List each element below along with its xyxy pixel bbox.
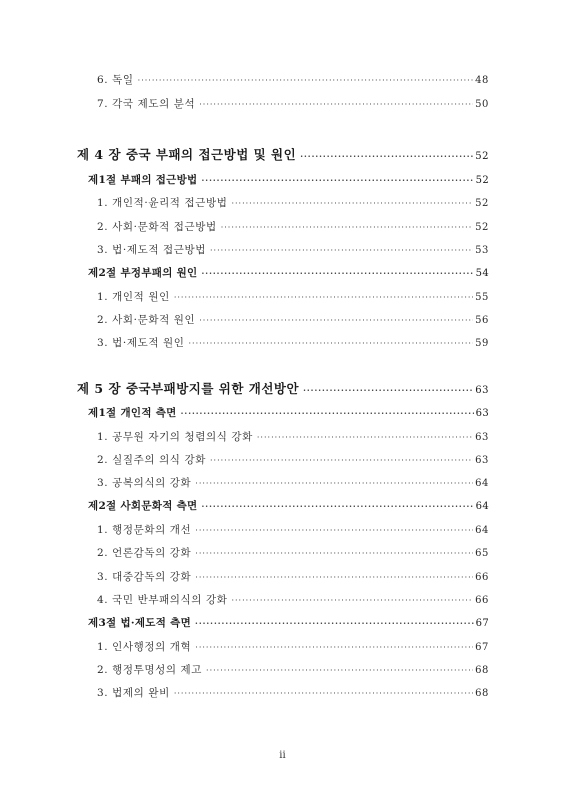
- toc-entry-label: 제1절 개인적 측면: [88, 407, 177, 419]
- toc-entry-label: 4. 국민 반부패의식의 강화: [97, 594, 228, 606]
- toc-entry-label: 1. 행정문화의 개선: [97, 524, 192, 536]
- toc-entry-label: 제1절 부패의 접근방법: [88, 174, 198, 186]
- toc-entry: [97, 242, 489, 257]
- toc-entry-page: 52: [475, 222, 489, 233]
- dot-leader: [199, 316, 473, 325]
- page-number: ii: [279, 750, 286, 761]
- toc-entry-analysis: [97, 96, 489, 111]
- toc-entry-page: 64: [475, 501, 489, 512]
- toc-entry-page: 48: [475, 75, 489, 86]
- toc-entry-page: 52: [475, 175, 489, 186]
- dot-leader: [181, 408, 474, 418]
- toc-entry-page: 55: [475, 292, 489, 303]
- toc-entry: [97, 662, 489, 677]
- toc-entry: [97, 545, 489, 560]
- toc-entry-page: 67: [475, 642, 489, 653]
- toc-entry: [97, 312, 489, 327]
- toc-entry-page: 68: [475, 665, 489, 676]
- toc-entry: [97, 685, 489, 700]
- toc-entry-page: 68: [475, 688, 489, 699]
- toc-entry-label: 3. 대중감독의 강화: [97, 571, 192, 583]
- toc-entry-page: 63: [475, 385, 489, 396]
- dot-leader: [210, 456, 473, 465]
- dot-leader: [189, 339, 474, 348]
- dot-leader: [303, 385, 473, 395]
- toc-entry-label: 3. 법·제도적 접근방법: [97, 244, 206, 256]
- toc-entry-label: 1. 인사행정의 개혁: [97, 641, 192, 653]
- dot-leader: [195, 479, 473, 488]
- dot-leader: [138, 76, 473, 85]
- toc-entry-page: 53: [475, 245, 489, 256]
- toc-entry: [97, 569, 489, 584]
- dot-leader: [195, 618, 474, 628]
- dot-leader: [195, 549, 473, 558]
- toc-entry-label: 3. 법제의 완비: [97, 687, 170, 699]
- dot-leader: [221, 223, 473, 232]
- toc-entry-label: 2. 행정투명성의 제고: [97, 664, 203, 676]
- toc-entry-label: 제2절 사회문화적 측면: [88, 500, 198, 512]
- toc-entry-label: 1. 개인적·윤리적 접근방법: [97, 197, 228, 209]
- toc-entry-page: 52: [475, 151, 489, 162]
- toc-entry-page: 50: [475, 99, 489, 110]
- dot-leader: [206, 666, 473, 675]
- toc-section: [88, 498, 489, 513]
- toc-entry: [97, 639, 489, 654]
- toc-entry: [97, 522, 489, 537]
- toc-entry-page: 63: [475, 455, 489, 466]
- toc-entry: [97, 452, 489, 467]
- dot-leader: [210, 246, 473, 255]
- toc-entry-page: 54: [475, 268, 489, 279]
- toc-entry-label: 2. 언론감독의 강화: [97, 547, 192, 559]
- toc-entry-label: 1. 공무원 자기의 청렴의식 강화: [97, 431, 253, 443]
- dot-leader: [202, 268, 474, 278]
- toc-section: [88, 265, 489, 280]
- toc-section: [88, 405, 489, 420]
- toc-entry-page: 63: [475, 432, 489, 443]
- dot-leader: [174, 689, 473, 698]
- toc-section: [88, 615, 489, 630]
- toc-entry-page: 67: [475, 618, 489, 629]
- toc-entry-label: 3. 공복의식의 강화: [97, 477, 192, 489]
- toc-entry-page: 56: [475, 315, 489, 326]
- toc-entry-page: 66: [475, 595, 489, 606]
- toc-chapter-5: [77, 379, 489, 397]
- toc-entry-label: 제 4 장 중국 부패의 접근방법 및 원인: [77, 147, 297, 162]
- toc-entry-label: 6. 독일: [97, 74, 134, 86]
- toc-entry-germany: [97, 72, 489, 87]
- toc-section: [88, 172, 489, 187]
- dot-leader: [174, 293, 473, 302]
- toc-entry-label: 2. 사회·문화적 접근방법: [97, 221, 217, 233]
- toc-entry-page: 66: [475, 572, 489, 583]
- toc-entry-label: 3. 법·제도적 원인: [97, 337, 185, 349]
- toc-entry-label: 제 5 장 중국부패방지를 위한 개선방안: [77, 381, 300, 396]
- toc-entry-label: 제3절 법·제도적 측면: [88, 617, 192, 629]
- toc-entry-page: 65: [475, 548, 489, 559]
- dot-leader: [257, 433, 473, 442]
- dot-leader: [199, 100, 473, 109]
- dot-leader: [195, 573, 473, 582]
- dot-leader: [202, 501, 474, 511]
- toc-entry: [97, 219, 489, 234]
- toc-entry-page: 64: [475, 525, 489, 536]
- dot-leader: [202, 175, 474, 185]
- toc-entry-label: 2. 실질주의 의식 강화: [97, 454, 206, 466]
- toc-entry-page: 63: [475, 408, 489, 419]
- toc-entry-label: 제2절 부정부패의 원인: [88, 267, 198, 279]
- dot-leader: [231, 596, 473, 605]
- toc-entry: [97, 592, 489, 607]
- dot-leader: [300, 151, 473, 161]
- toc-entry: [97, 195, 489, 210]
- toc-entry: [97, 289, 489, 304]
- toc-entry-page: 64: [475, 478, 489, 489]
- dot-leader: [195, 526, 473, 535]
- toc-chapter-4: [77, 145, 489, 163]
- toc-entry: [97, 475, 489, 490]
- toc-entry-label: 1. 개인적 원인: [97, 291, 170, 303]
- toc-entry-label: 2. 사회·문화적 원인: [97, 314, 196, 326]
- toc-entry-page: 52: [475, 198, 489, 209]
- dot-leader: [231, 199, 473, 208]
- toc-entry-label: 7. 각국 제도의 분석: [97, 98, 196, 110]
- toc-entry: [97, 429, 489, 444]
- dot-leader: [195, 643, 473, 652]
- toc-entry: [97, 335, 489, 350]
- toc-entry-page: 59: [475, 338, 489, 349]
